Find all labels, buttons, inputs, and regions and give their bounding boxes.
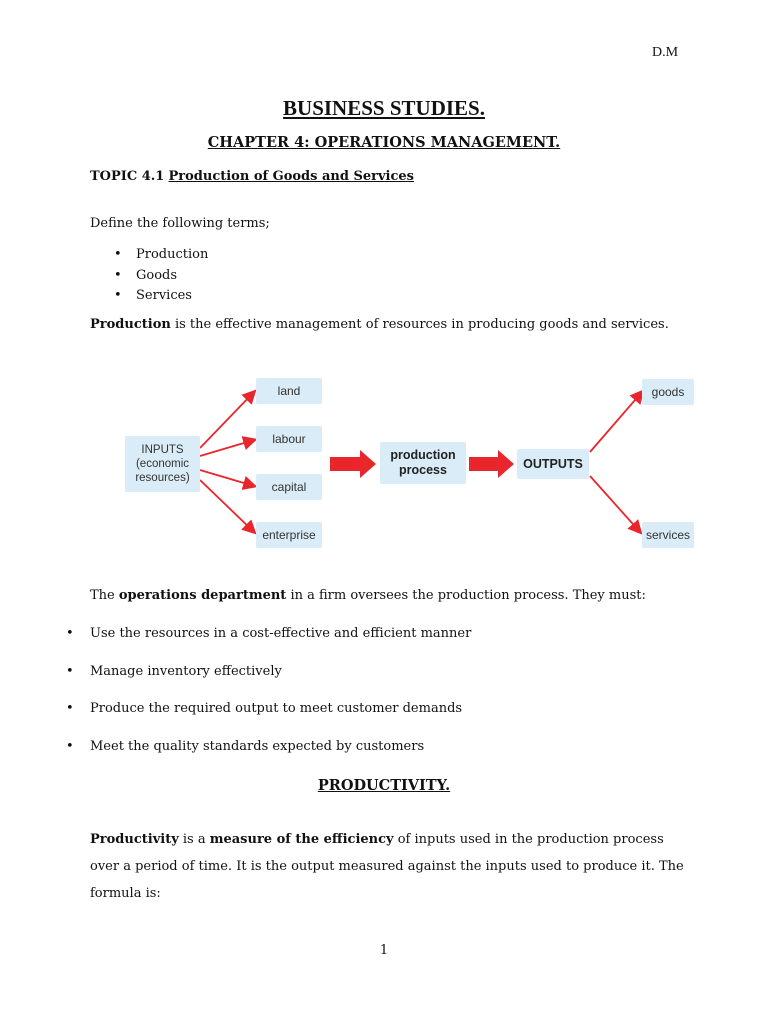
production-definition (90, 317, 669, 332)
operations-department-term: operations department (118, 588, 287, 603)
list-item: • Produce the required output to meet customer demands (62, 699, 471, 737)
production-term: Production (90, 317, 171, 332)
productivity-definition: Productivity is a measure of the efficiency of inputs used in the production process over a period of time. It is the output measured against the inputs used to produce it. The formula is: (90, 832, 684, 901)
output-goods: goods (642, 379, 694, 405)
document-title: BUSINESS STUDIES. (283, 96, 485, 120)
topic-heading (90, 169, 414, 184)
operations-intro: The operations department in a firm oversees the production process. They must: (90, 588, 646, 603)
list-item: • Services (108, 286, 208, 307)
list-item: • Manage inventory effectively (62, 662, 471, 700)
arrow-to-enterprise (200, 480, 254, 532)
productivity-heading: PRODUCTIVITY. (317, 777, 451, 794)
block-arrow-2 (469, 450, 514, 478)
inputs-box: INPUTS (economic resources) (125, 436, 200, 492)
terms-list (108, 245, 208, 307)
outputs-box: OUTPUTS (517, 449, 589, 479)
block-arrow-1 (330, 450, 376, 478)
topic-name: Production of Goods and Services (168, 169, 414, 184)
resource-labour: labour (256, 426, 322, 452)
header-initials: D.M (652, 45, 679, 60)
output-services: services (642, 522, 694, 548)
list-item: • Goods (108, 266, 208, 287)
production-text: is the effective management of resources in producing goods and services. (170, 317, 669, 332)
operations-duties-list (62, 624, 471, 775)
resource-capital: capital (256, 474, 322, 500)
page-number: 1 (379, 943, 389, 958)
arrow-to-services (590, 476, 640, 532)
production-process-box: production process (380, 442, 466, 484)
list-item: • Meet the quality standards expected by customers (62, 737, 471, 775)
list-item: • Use the resources in a cost-effective and efficient manner (62, 624, 471, 662)
topic-number: TOPIC 4.1 (90, 169, 165, 184)
arrow-to-labour (200, 440, 254, 456)
resource-enterprise: enterprise (256, 522, 322, 548)
list-item: • Production (108, 245, 208, 266)
resource-land: land (256, 378, 322, 404)
arrow-to-land (200, 392, 254, 448)
chapter-heading: CHAPTER 4: OPERATIONS MANAGEMENT. (207, 134, 561, 151)
production-diagram (120, 372, 705, 552)
arrow-to-capital (200, 470, 254, 486)
arrow-to-goods (590, 392, 642, 452)
define-prompt: Define the following terms; (90, 216, 270, 231)
